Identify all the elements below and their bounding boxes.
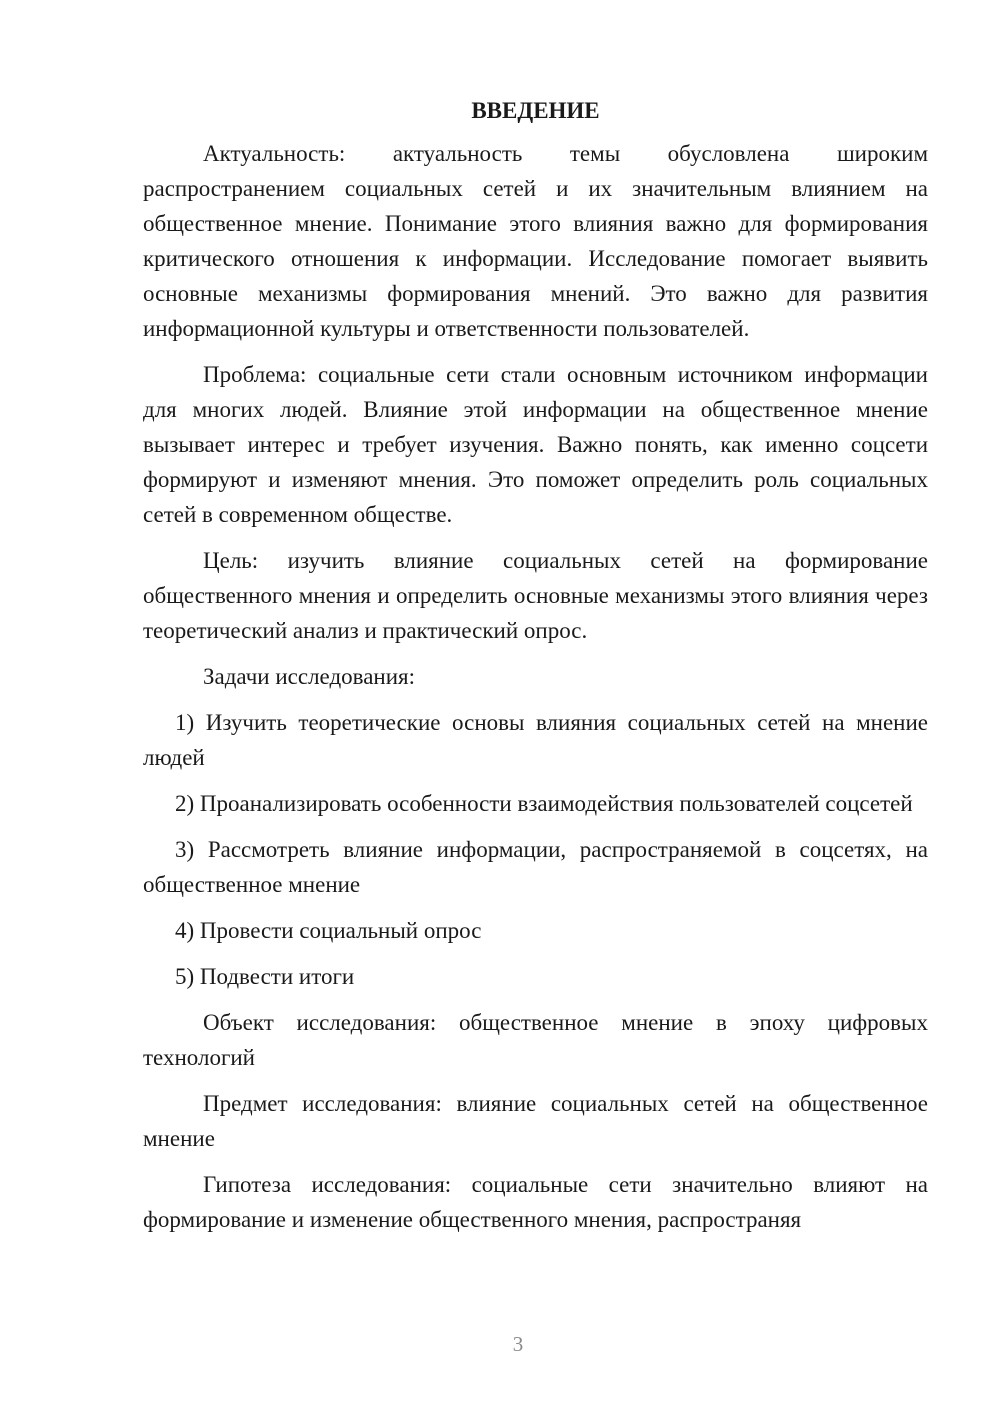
paragraph-hypothesis: Гипотеза исследования: социальные сети значительно влияют на формирование и изменение общественного мнения, распространяя (143, 1172, 928, 1232)
section-title: ВВЕДЕНИЕ (471, 98, 600, 123)
task-item-1: 1) Изучить теоретические основы влияния социальных сетей на мнение людей (143, 710, 928, 770)
task-item-3: 3) Рассмотреть влияние информации, распространяемой в соцсетях, на общественное мнение (143, 837, 928, 897)
task-item-4: 4) Провести социальный опрос (175, 918, 482, 943)
page-content (143, 96, 928, 1237)
task-item-2: 2) Проанализировать особенности взаимодействия пользователей соцсетей (175, 791, 913, 816)
tasks-heading: Задачи исследования: (203, 664, 416, 689)
paragraph-goal: Цель: изучить влияние социальных сетей на формирование общественного мнения и определить основные механизмы этого влияния через теоретический анализ и практический опрос. (143, 548, 928, 643)
paragraph-object: Объект исследования: общественное мнение в эпоху цифровых технологий (143, 1010, 928, 1070)
paragraph-subject: Предмет исследования: влияние социальных сетей на общественное мнение (143, 1091, 928, 1151)
paragraph-relevance: Актуальность: актуальность темы обусловлена широким распространением социальных сетей и их значительным влиянием на общественное мнение. Понимание этого влияния важно для формирования критического отношения к информации. Исследование помогает выявить основные механизмы формирования мнений. Это важно для развития информационной культуры и ответственности пользователей. (143, 141, 928, 341)
page-number: 3 (512, 1332, 524, 1356)
task-item-5: 5) Подвести итоги (175, 964, 355, 989)
paragraph-problem: Проблема: социальные сети стали основным источником информации для многих людей. Влияние этой информации на общественное мнение вызывает интерес и требует изучения. Важно понять, как именно соцсети формируют и изменяют мнения. Это поможет определить роль социальных сетей в современном обществе. (143, 362, 928, 527)
